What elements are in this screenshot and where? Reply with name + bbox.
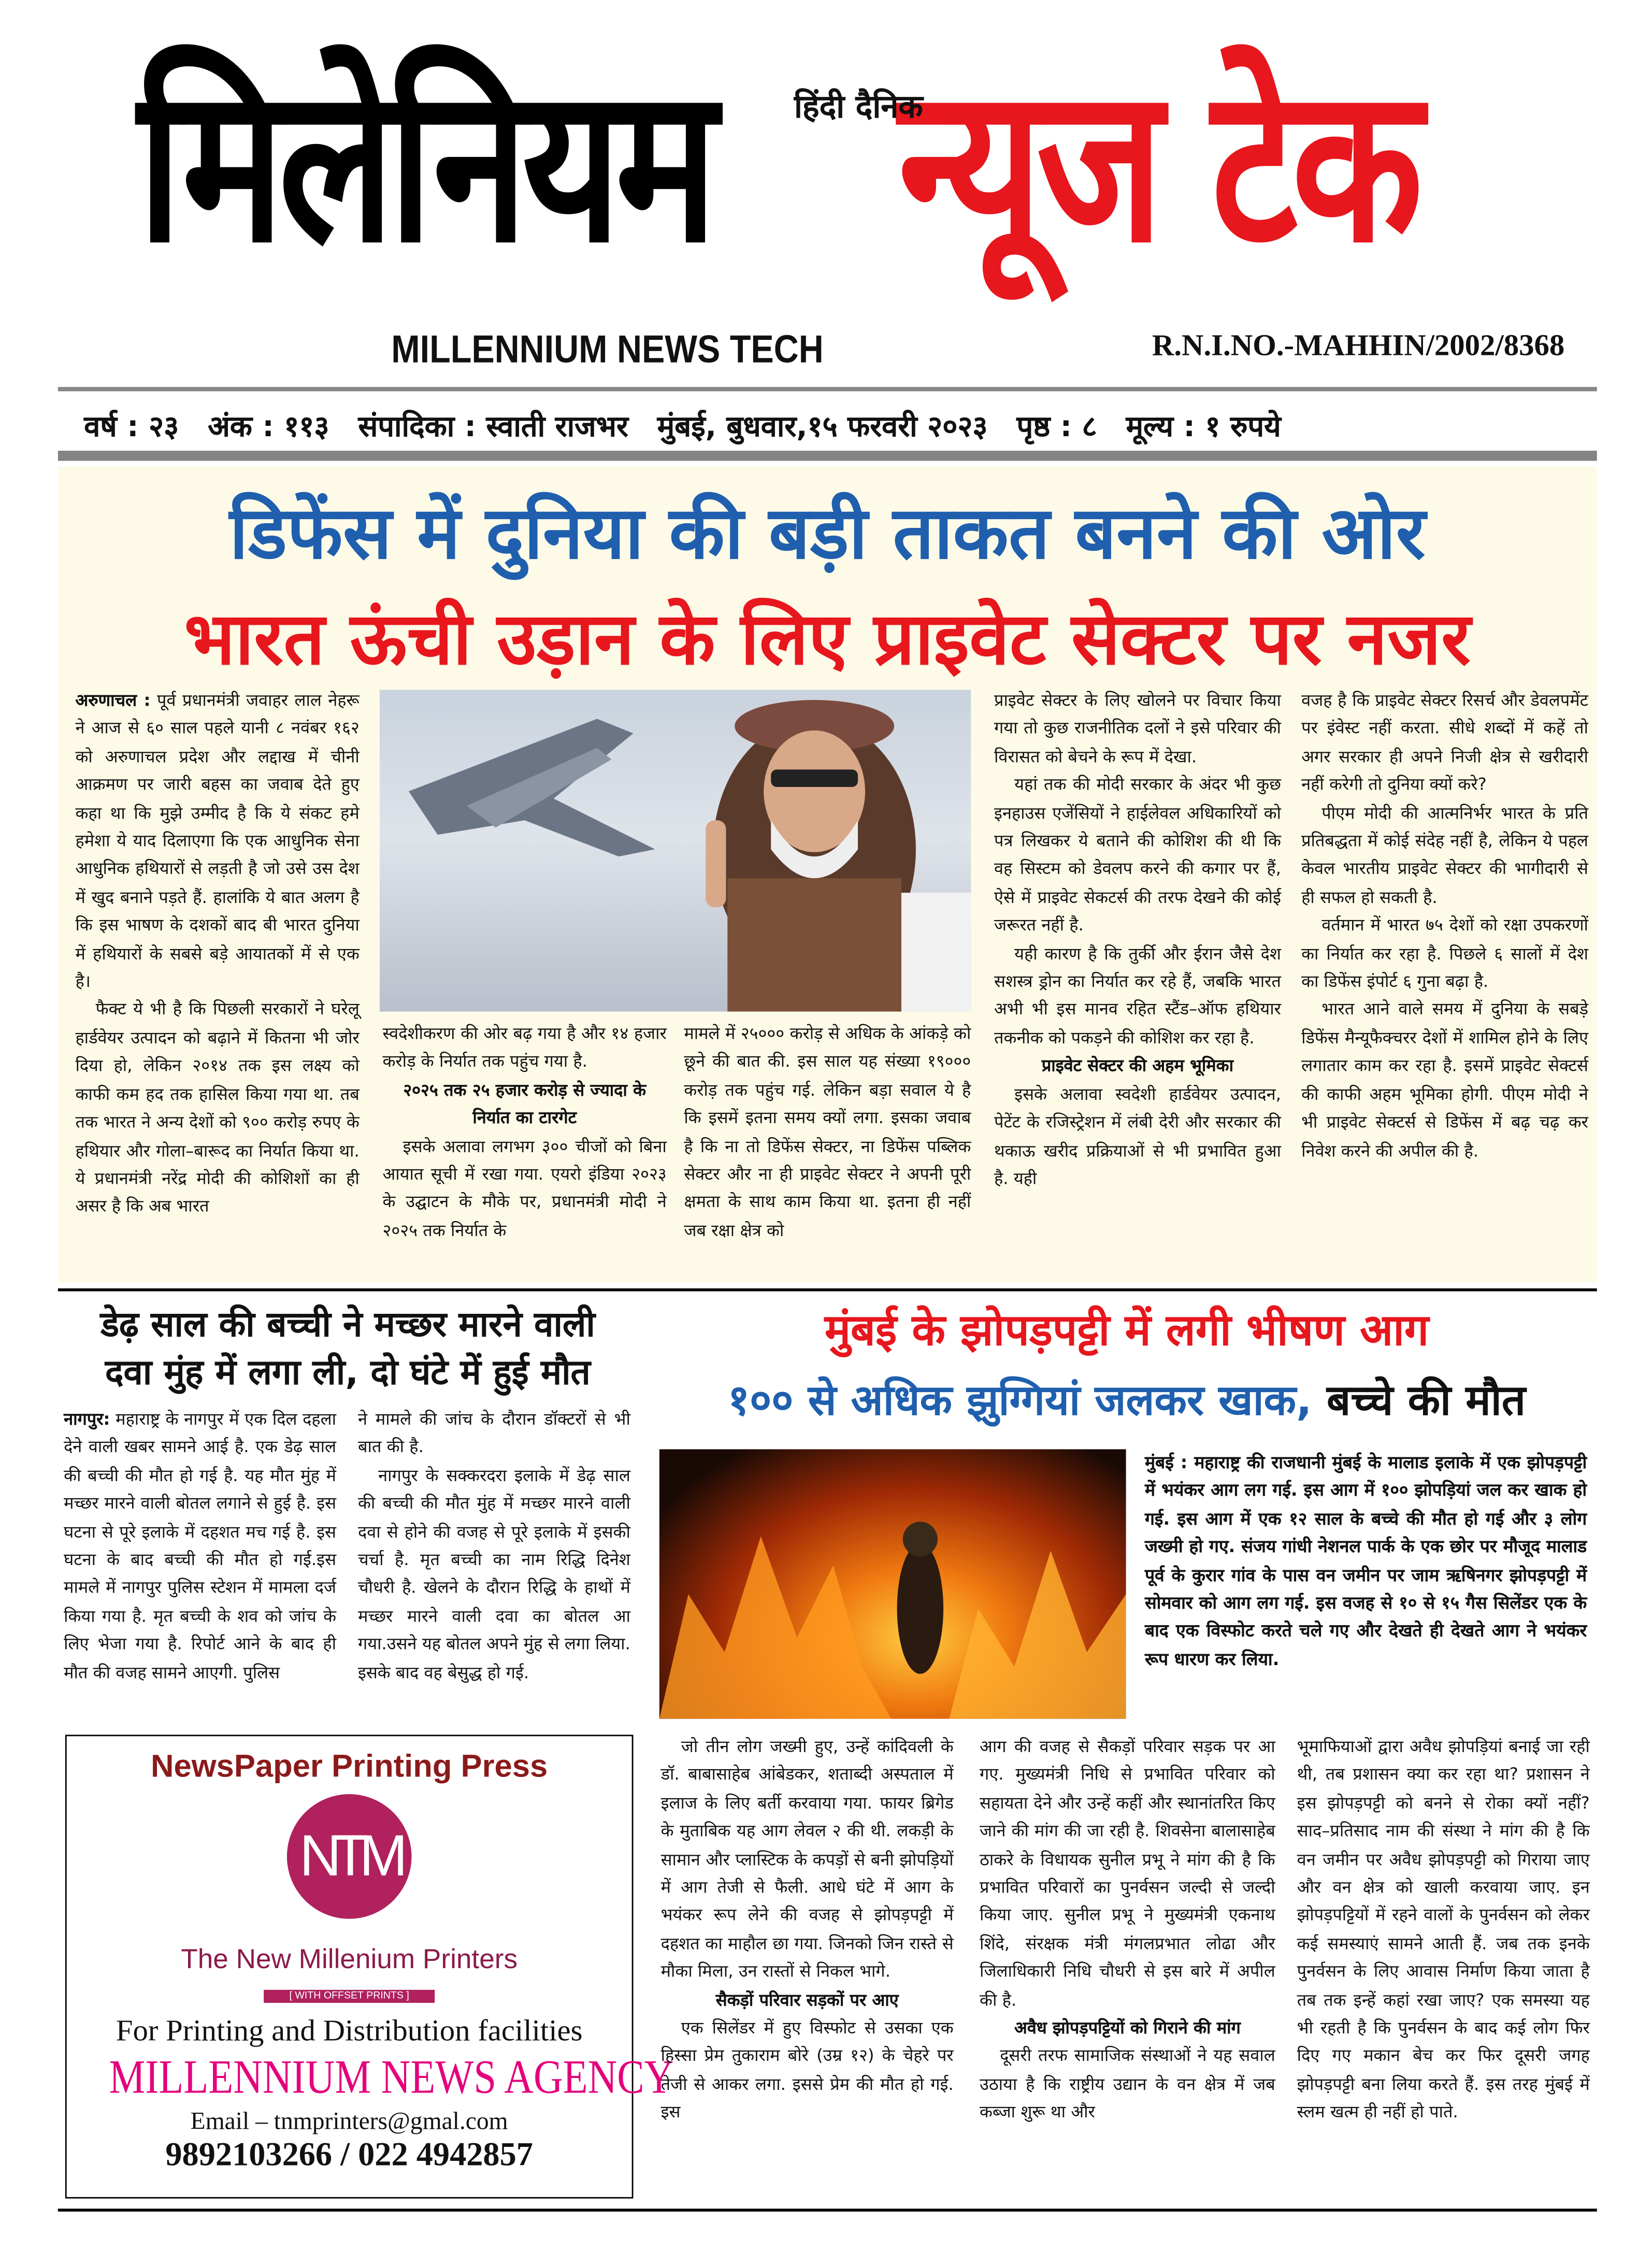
paragraph: आग की वजह से सैकड़ों परिवार सड़क पर आ गए. मुख्यमंत्री निधि से प्रभावित परिवार को सहायता देने और उन्हें कहीं और स्थानांतरित किए जाने की मांग की जा रही है. शिवसेना बालासाहेब ठाकरे के विधायक सुनील प्रभू ने मांग की है कि प्रभावित परिवारों का पुनर्वसन जल्दी से जल्दी किया जाए. सुनील प्रभू ने मुख्यमंत्री एकनाथ शिंदे, संरक्षक मंत्री मंगलप्रभात लोढा और जिलाधिकारी निधि चौधरी से इस बारे में अपील की है.: [980, 1736, 1275, 2010]
rni-number: R.N.I.NO.-MAHHIN/2002/8368: [1152, 327, 1565, 363]
paragraph: जो तीन लोग जख्मी हुए, उन्हें कांदिवली के डॉ. बाबासाहेब आंबेडकर, शताब्दी अस्पताल में इलाज के लिए बर्ती करवाया गया. फायर ब्रिगेड के मुताबिक यह आग लेवल २ की थी. लकड़ी के सामान और प्लास्टिक के कपड़ों से बनी झोपड़ियों में आग तेजी से फैली. आधे घंटे में आग के भयंकर रूप लेने की वजह से झोपड़पट्टी में दहशत का माहौल छा गया. जिनको जिन रास्ते से मौका मिला, उन रास्तों से निकल भागे.: [660, 1736, 954, 1982]
ad-phone: 9892103266 / 022 4942857: [165, 2136, 533, 2173]
ntm-logo: NTM: [287, 1794, 412, 1919]
paragraph: यहां तक की मोदी सरकार के अंदर भी कुछ इनहाउस एजेंसियों ने हाईलेवल अधिकारियों को पत्र लिखकर ये बताने की कोशिश की थी कि वह सिस्टम को डेवलप करने की कगार पर हैं, ऐसे में प्राइवेट सेकटर्स की तरफ देखने की कोई जरूरत नहीं है.: [994, 774, 1281, 936]
headline-line: डेढ़ साल की बच्ची ने मच्छर मारने वाली: [100, 1304, 595, 1345]
nagpur-column-1: [64, 1406, 336, 1687]
paragraph: भूमाफियाओं द्वारा अवैध झोपड़ियां बनाई जा रही थी, तब प्रशासन क्या कर रहा था? प्रशासन ने इस झोपड़पट्टी को बनने से रोका क्यों नहीं? साद–प्रतिसाद नाम की संस्था ने मांग की है कि वन जमीन पर अवैध झोपड़पट्टी को गिराया जाए और वन क्षेत्र को खाली करवाया जाए. इन झोपड़पट्टियों में रहने वालों के पुनर्वसन को लेकर कई समस्याएं सामने आती हैं. जब तक इनके पुनर्वसन के लिए आवास निर्माण किया जाता है तब तक इन्हें कहां रखा जाए? एक समस्या यह भी रहती है कि पुनर्वसन के बाद कई लोग फिर दिए गए मकान बेच कर फिर दूसरी जगह झोपड़पट्टी बना लिया करते हैं. इस तरह मुंबई में स्लम खत्म ही नहीं हो पाते.: [1297, 1736, 1590, 2123]
fire-headline-1: मुंबई के झोपड़पट्टी में लगी भीषण आग: [824, 1306, 1429, 1357]
paragraph: मामले में २५००० करोड़ से अधिक के आंकड़े को छूने की बात की. इस साल यह संख्या १९००० करोड़ तक पहुंच गई. लेकिन बड़ा सवाल ये है कि इसमें इतना समय क्यों लगा. इसका जवाब है कि ना तो डिफेंस सेक्टर, ना डिफेंस पब्लिक सेक्टर और ना ही प्राइवेट सेक्टर ने अपनी पूरी क्षमता के साथ काम किया था. इतना ही नहीं जब रक्षा क्षेत्र को: [684, 1023, 971, 1241]
paragraph: महाराष्ट्र की राजधानी मुंबई के मालाड इलाके में एक झोपड़पट्टी में भयंकर आग लग गई. इस आग में १०० झोपड़ियां जल कर खाक हो गई. इस आग में एक १२ साल के बच्चे की मौत हो गई और ३ लोग जख्मी हो गए. संजय गांधी नेशनल पार्क के एक छोर पर मौजूद मालाड पूर्व के कुरार गांव के पास वन जमीन पर जाम ऋषिनगर झोपड़पट्टी में सोमवार को आग लग गई. इस वजह से १० से १५ गैस सिलेंडर एक के बाद एक विस्फोट करते चले गए और देखते ही देखते आग ने भयंकर रूप धारण कर लिया.: [1144, 1452, 1587, 1670]
subheading: सैकड़ों परिवार सड़कों पर आए: [715, 1989, 899, 2010]
headline-line: दवा मुंह में लगा ली, दो घंटे में हुई मौत: [105, 1352, 591, 1393]
ad-brand: The New Millenium Printers: [181, 1945, 518, 1975]
divider: [58, 387, 1597, 391]
masthead-title-red: न्यूज टेक: [898, 39, 1417, 290]
lead-column-2: [383, 1020, 667, 1245]
paragraph: ने मामले की जांच के दौरान डॉक्टरों से भी बात की है.: [357, 1409, 630, 1457]
issue-info-bar: [84, 406, 1310, 445]
photo-illustration: [380, 690, 971, 1012]
nagpur-column-2: [358, 1406, 630, 1687]
paragraph: नागपुर के सक्करदरा इलाके में डेढ़ साल की बच्ची की मौत मुंह में मच्छर मारने वाली दवा से होने की वजह से पूरे इलाके में इसकी चर्चा है. मृत बच्ची का नाम रिद्धि दिनेश चौधरी है. खेलने के दौरान रिद्धि के हाथों में मच्छर मारने वाली दवा का बोतल आ गया.उसने यह बोतल अपने मुंह से लगा लिया. इसके बाद वह बेसुद्ध हो गई.: [357, 1465, 630, 1682]
masthead-english-title: MILLENNIUM NEWS TECH: [391, 327, 824, 371]
ad-title: NewsPaper Printing Press: [151, 1747, 548, 1784]
ad-email[interactable]: Email – tnmprinters@gmal.com: [190, 2107, 508, 2135]
ad-tagline: For Printing and Distribution facilities: [116, 2013, 583, 2048]
fire-headline-2: [659, 1371, 1594, 1427]
ad-agency: MILLENNIUM NEWS AGENCY: [109, 2052, 674, 2104]
issue: अंक : ११३: [208, 408, 329, 444]
divider: [58, 1288, 1597, 1292]
masthead-title-black: मिलेनियम: [137, 39, 712, 290]
lead-column-4: [994, 687, 1281, 1193]
dateline: अरुणाचल :: [75, 690, 151, 710]
paragraph: यही कारण है कि तुर्की और ईरान जैसे देश सशस्त्र ड्रोन का निर्यात कर रहे हैं, जबकि भारत अभी भी इस मानव रहित स्टैंड–ऑफ हथियार तकनीक को पकड़ने की कोशिश कर रहा है.: [994, 943, 1281, 1048]
nagpur-headline: [58, 1301, 638, 1397]
fire-photo: [659, 1449, 1126, 1718]
paragraph: पूर्व प्रधानमंत्री जवाहर लाल नेहरू ने आज से ६० साल पहले यानी ८ नवंबर १६२ को अरुणाचल प्रदेश और लद्दाख में चीनी आक्रमण पर जारी बहस का जवाब देते हुए कहा था कि मुझे उम्मीद है कि ये संकट हमे हमेशा ये याद दिलाएगा कि एक आधुनिक सेना आधुनिक हथियारों से लड़ती है जो उसे उस देश में खुद बनाने पड़ते हैं. हालांकि ये बात अलग है कि इस भाषण के दशकों बाद बी भारत दुनिया में हथियारों के सबसे बड़े आयातकों में से एक है।: [75, 690, 360, 992]
paragraph: पीएम मोदी की आत्मनिर्भर भारत के प्रति प्रतिबद्धता में कोई संदेह नहीं है, लेकिन ये पहल केवल भारतीय प्राइवेट सेक्टर की भागीदारी से ही सफल हो सकती है.: [1301, 802, 1588, 907]
paragraph: एक सिलेंडर में हुए विस्फोट से उसका एक हिस्सा प्रेम तुकाराम बोरे (उम्र १२) के चेहरे पर तेजी से आकर लगा. इससे प्रेम की मौत हो गई. इस: [660, 2017, 954, 2123]
paragraph: वर्तमान में भारत ७५ देशों को रक्षा उपकरणों का निर्यात कर रहा है. पिछले ६ सालों में देश का डिफेंस इंपोर्ट ६ गुना बढ़ा है.: [1301, 914, 1588, 992]
editor: संपादिका : स्वाती राजभर: [358, 408, 628, 444]
lead-column-3: [684, 1020, 971, 1245]
fire-intro: [1145, 1449, 1587, 1674]
paragraph: इसके अलावा स्वदेशी हार्डवेयर उत्पादन, पेटेंट के रजिस्ट्रेशन में लंबी देरी और सरकार की थकाऊ खरीद प्रक्रियाओं से भी प्रभावित हुआ है. यही: [994, 1083, 1281, 1188]
paragraph: महाराष्ट्र के नागपुर में एक दिल दहला देने वाली खबर सामने आई है. एक डेढ़ साल की बच्ची की मौत हो गई है. यह मौत मुंह में मच्छर मारने वाली बोतल लगाने से हुई है. इस घटना से पूरे इलाके में दहशत मच गई है. इस घटना के बाद बच्ची की मौत हो गई.इस मामले में नागपुर पुलिस स्टेशन में मामला दर्ज किया गया है. मृत बच्ची के शव को जांच के लिए भेजा गया है. रिपोर्ट आने के बाद ही मौत की वजह सामने आएगी. पुलिस: [64, 1409, 336, 1682]
paragraph: दूसरी तरफ सामाजिक संस्थाओं ने यह सवाल उठाया है कि राष्ट्रीय उद्यान के वन क्षेत्र में जब कब्जा शुरू था और: [980, 2045, 1275, 2123]
divider: [58, 2209, 1597, 2212]
lead-headline-1: डिफेंस में दुनिया की बड़ी ताकत बनने की ओर: [229, 491, 1426, 576]
masthead-tagline: हिंदी दैनिक: [794, 90, 923, 126]
year: वर्ष : २३: [84, 408, 179, 444]
place-date: मुंबई, बुधवार,१५ फरवरी २०२३: [657, 408, 988, 444]
fire-column-3: [1297, 1733, 1590, 2127]
paragraph: इसके अलावा लगभग ३०० चीजों को बिना आयात सूची में रखा गया. एयरो इंडिया २०२३ के उद्घाटन के मौके पर, प्रधानमंत्री मोदी ने २०२५ तक निर्यात के: [382, 1136, 667, 1241]
fighter-jet-and-pm-photo: [380, 690, 971, 1012]
lead-column-5: [1301, 687, 1588, 1165]
fire-column-2: [980, 1733, 1275, 2127]
price: मूल्य : १ रुपये: [1126, 408, 1281, 444]
paragraph: प्राइवेट सेक्टर के लिए खोलने पर विचार किया गया तो कुछ राजनीतिक दलों ने इसे परिवार की विरासत को बेचने के रूप में देखा.: [994, 690, 1281, 767]
pages: पृष्ठ : ८: [1016, 408, 1097, 444]
paragraph: फैक्ट ये भी है कि पिछली सरकारों ने घरेलू हार्डवेयर उत्पादन को बढ़ाने में कितना भी जोर दिया हो, लेकिन २०१४ तक इस लक्ष्य को काफी कम हद तक हासिल किया गया था. तब तक भारत ने अन्य देशों को ९०० करोड़ रुपए के हथियार और गोला–बारूद का निर्यात किया था. ये प्रधानमंत्री नरेंद्र मोदी की कोशिशों का ही असर है कि अब भारत: [75, 999, 360, 1216]
lead-column-1: [75, 687, 359, 1221]
printing-press-advertisement: [65, 1734, 674, 2198]
paragraph: स्वदेशीकरण की ओर बढ़ गया है और १४ हजार करोड़ के निर्यात तक पहुंच गया है.: [382, 1023, 667, 1072]
paragraph: भारत आने वाले समय में दुनिया के सबड़े डिफेंस मैन्यूफैक्चरर देशों में शामिल होने के लिए लगातार काम कर रहा है. इसमें प्राइवेट सेक्टर्स की काफी अहम भूमिका होगी. पीएम मोदी ने भी प्राइवेट सेक्टर्स से डिफेंस में बढ़ चढ़ कर निवेश करने की अपील की है.: [1301, 999, 1588, 1160]
dateline: नागपुर:: [64, 1409, 110, 1429]
subheading: २०२५ तक २५ हजार करोड़ से ज्यादा के निर्यात का टारगेट: [403, 1079, 647, 1128]
headline-part: १०० से अधिक झुग्गियां जलकर खाक,: [727, 1375, 1312, 1425]
dateline: मुंबई :: [1144, 1452, 1188, 1473]
fire-illustration: [659, 1449, 1126, 1718]
divider: [58, 451, 1597, 461]
subheading: अवैध झोपड़पट्टियों को गिराने की मांग: [1014, 2017, 1241, 2038]
ad-ribbon: [ WITH OFFSET PRINTS ]: [263, 1990, 435, 2003]
fire-column-1: [661, 1733, 954, 2127]
lead-headline-2: भारत ऊंची उड़ान के लिए प्राइवेट सेक्टर पर नजर: [184, 597, 1471, 681]
headline-part: बच्चे की मौत: [1312, 1375, 1526, 1425]
paragraph: वजह है कि प्राइवेट सेक्टर रिसर्च और डेवलपमेंट पर इंवेस्ट नहीं करता. सीधे शब्दों में कहें तो अगर सरकार ही अपने निजी क्षेत्र से खरीदारी नहीं करेगी तो दुनिया क्यों करे?: [1301, 690, 1588, 795]
subheading: प्राइवेट सेक्टर की अहम भूमिका: [1041, 1055, 1234, 1076]
